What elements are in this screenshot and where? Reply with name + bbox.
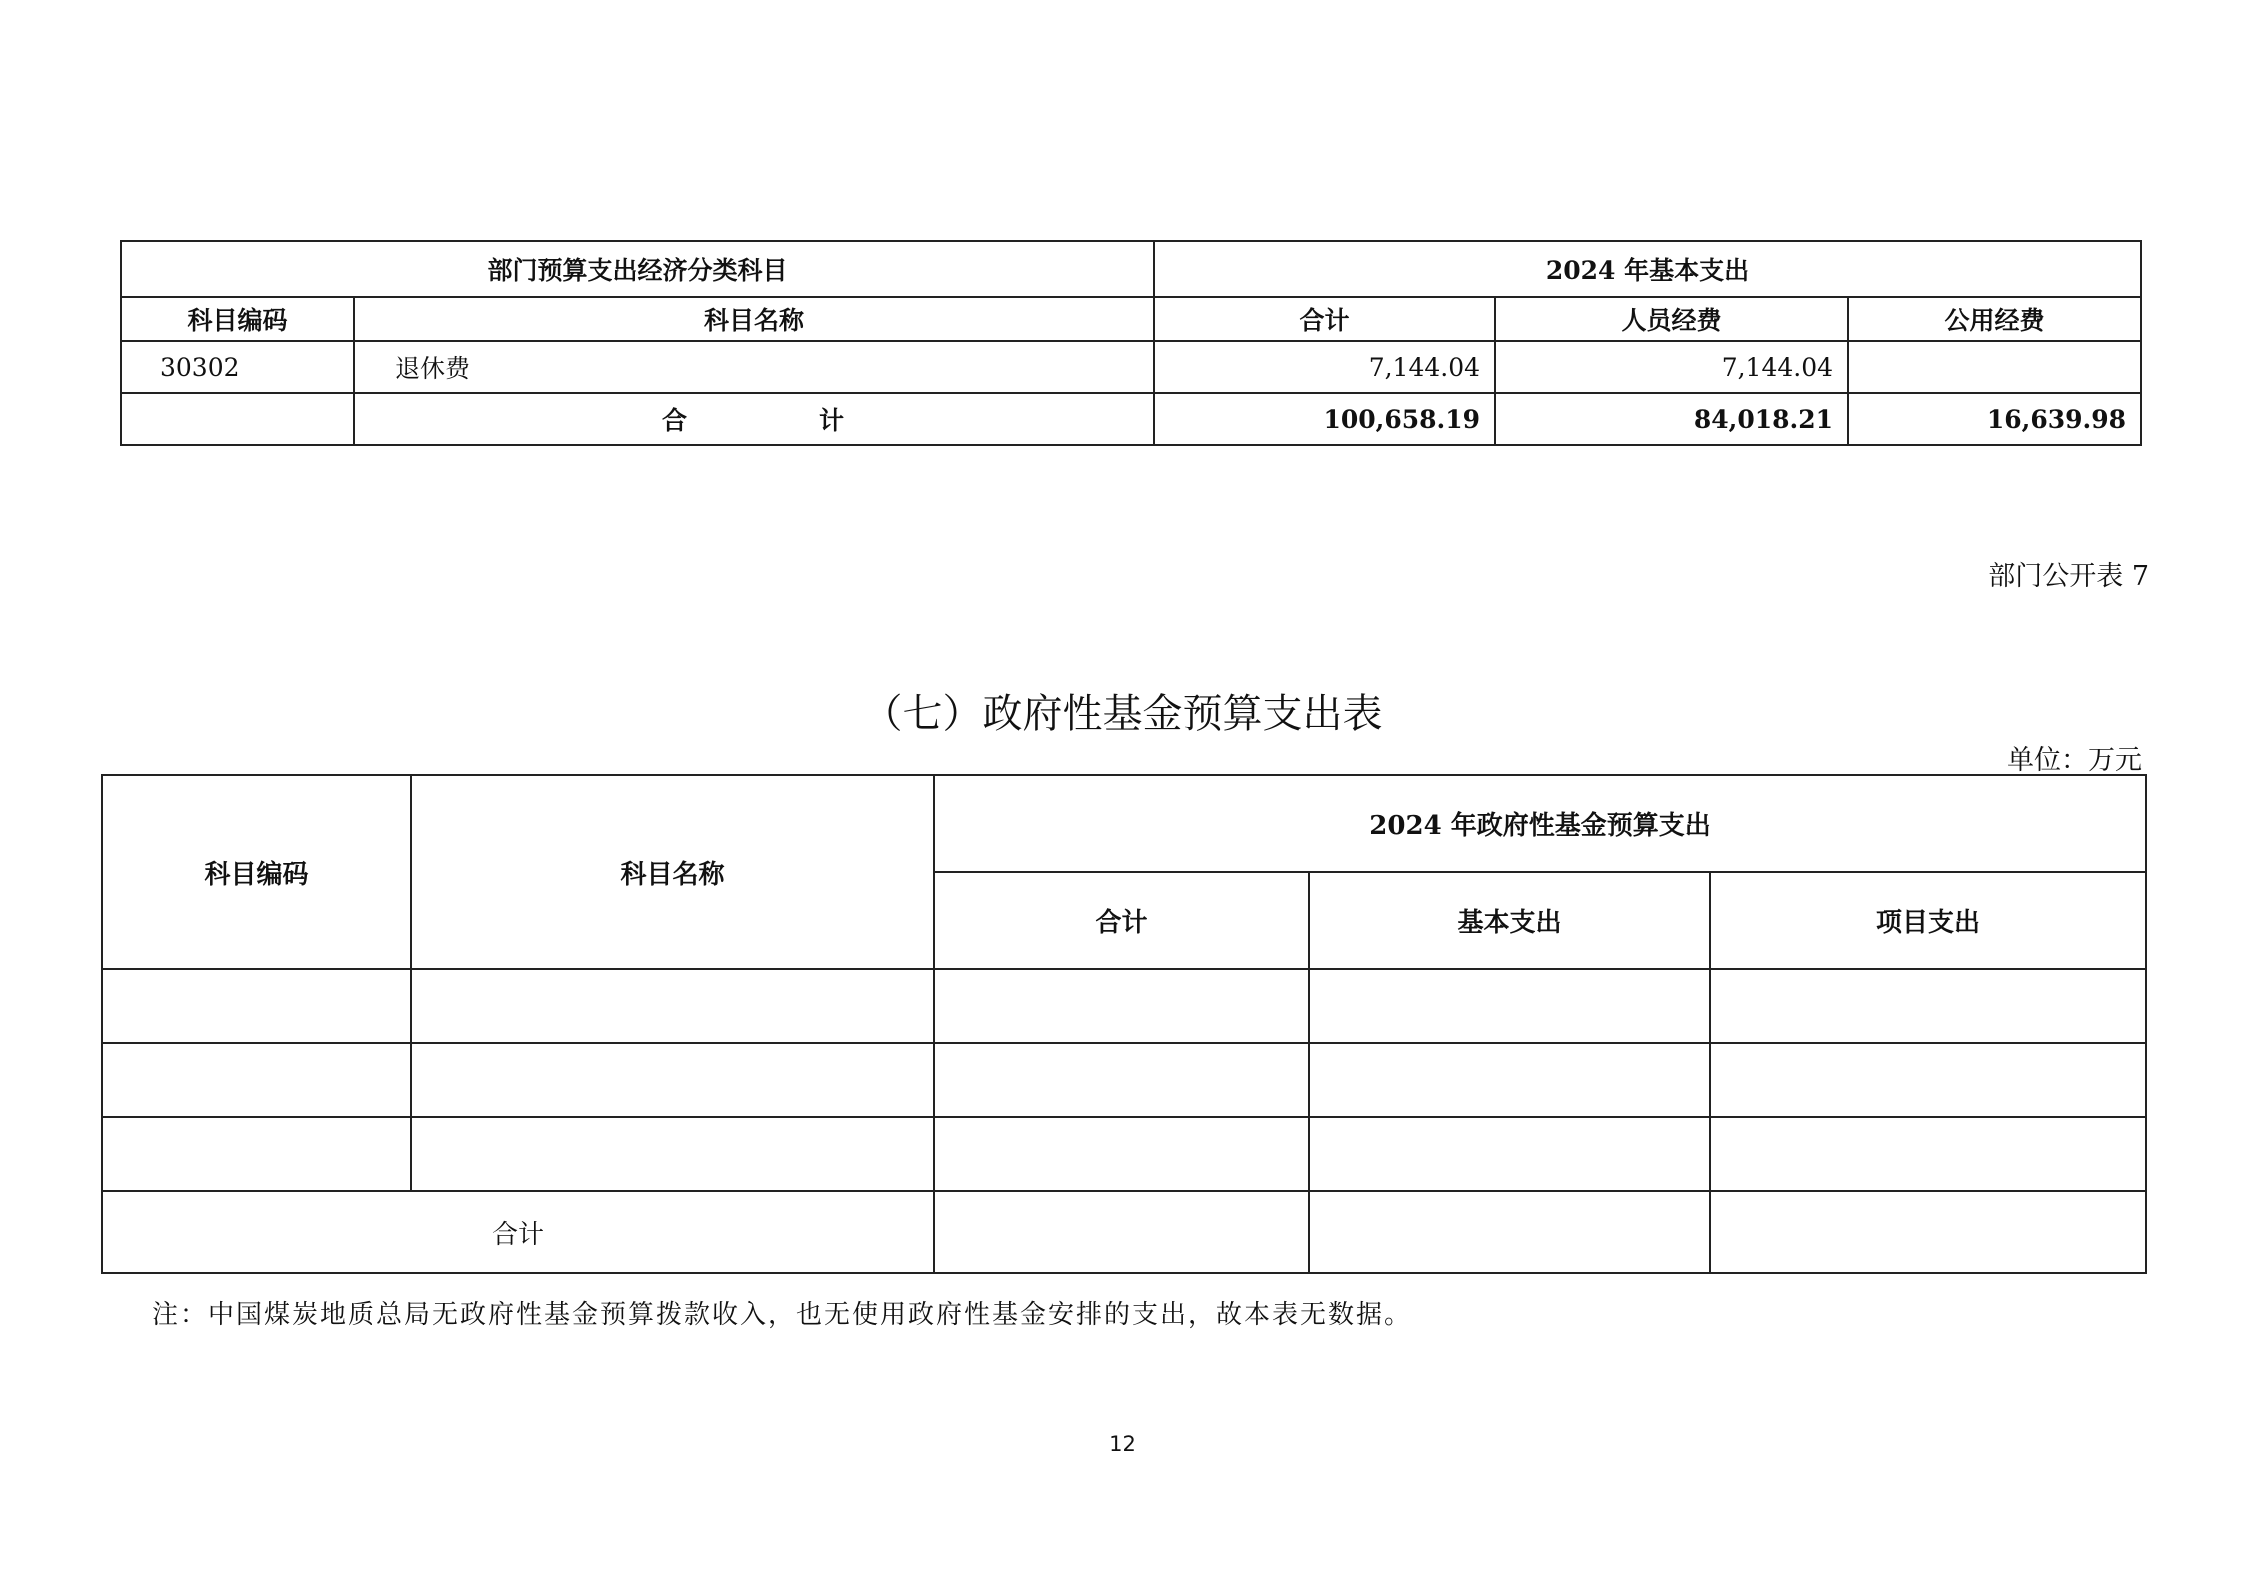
header-economic-classification: 部门预算支出经济分类科目 <box>121 241 1154 297</box>
total-label <box>354 393 1154 445</box>
total-label-char-1: 合 <box>661 406 689 435</box>
table-header-row <box>121 241 2141 297</box>
header-subject-name: 科目名称 <box>354 297 1154 341</box>
empty-cell <box>411 1117 934 1191</box>
public-table-id: 部门公开表 7 <box>1988 561 2149 592</box>
empty-cell <box>1710 969 2146 1043</box>
empty-cell <box>1710 1043 2146 1117</box>
header-subject-name: 科目名称 <box>411 775 934 969</box>
empty-cell <box>102 1117 411 1191</box>
empty-cell <box>934 1191 1309 1273</box>
table-row <box>102 1117 2146 1191</box>
row-total: 7,144.04 <box>1154 341 1495 393</box>
basic-expenditure-table <box>120 240 2142 446</box>
empty-cell <box>1309 969 1710 1043</box>
header-government-fund-2024: 2024 年政府性基金预算支出 <box>934 775 2146 872</box>
total-label: 合计 <box>102 1191 934 1273</box>
page-title: （七）政府性基金预算支出表 <box>862 691 1383 737</box>
table-row <box>102 969 2146 1043</box>
table-row <box>102 1043 2146 1117</box>
empty-cell <box>934 1117 1309 1191</box>
header-project-expenditure: 项目支出 <box>1710 872 2146 969</box>
empty-cell <box>1309 1191 1710 1273</box>
header-public-expense: 公用经费 <box>1848 297 2141 341</box>
empty-cell <box>1309 1043 1710 1117</box>
header-total: 合计 <box>934 872 1309 969</box>
page-number: 12 <box>1109 1432 1136 1456</box>
row-public-expense <box>1848 341 2141 393</box>
header-subject-code: 科目编码 <box>121 297 354 341</box>
empty-cell <box>102 1043 411 1117</box>
total-public-expense: 16,639.98 <box>1848 393 2141 445</box>
empty-cell <box>934 1043 1309 1117</box>
empty-cell <box>1309 1117 1710 1191</box>
header-subject-code: 科目编码 <box>102 775 411 969</box>
empty-cell <box>1710 1191 2146 1273</box>
table-subheader-row <box>121 297 2141 341</box>
header-personnel-expense: 人员经费 <box>1495 297 1848 341</box>
table-total-row <box>102 1191 2146 1273</box>
empty-cell <box>102 969 411 1043</box>
header-total: 合计 <box>1154 297 1495 341</box>
empty-cell <box>411 1043 934 1117</box>
empty-cell <box>934 969 1309 1043</box>
empty-cell <box>1710 1117 2146 1191</box>
header-basic-expenditure-2024: 2024 年基本支出 <box>1154 241 2141 297</box>
header-basic-expenditure: 基本支出 <box>1309 872 1710 969</box>
table-header-row <box>102 775 2146 872</box>
row-subject-name: 退休费 <box>354 341 1154 393</box>
table-total-row <box>121 393 2141 445</box>
footnote: 注：中国煤炭地质总局无政府性基金预算拨款收入，也无使用政府性基金安排的支出，故本表无数据。 <box>152 1300 1413 1330</box>
empty-cell <box>411 969 934 1043</box>
total-personnel-expense: 84,018.21 <box>1495 393 1848 445</box>
row-personnel-expense: 7,144.04 <box>1495 341 1848 393</box>
total-label-char-2: 计 <box>819 406 847 435</box>
row-subject-code: 30302 <box>121 341 354 393</box>
table-row <box>121 341 2141 393</box>
unit-label: 单位：万元 <box>2007 745 2142 776</box>
government-fund-expenditure-table <box>101 774 2147 1274</box>
total-total: 100,658.19 <box>1154 393 1495 445</box>
total-empty-cell <box>121 393 354 445</box>
